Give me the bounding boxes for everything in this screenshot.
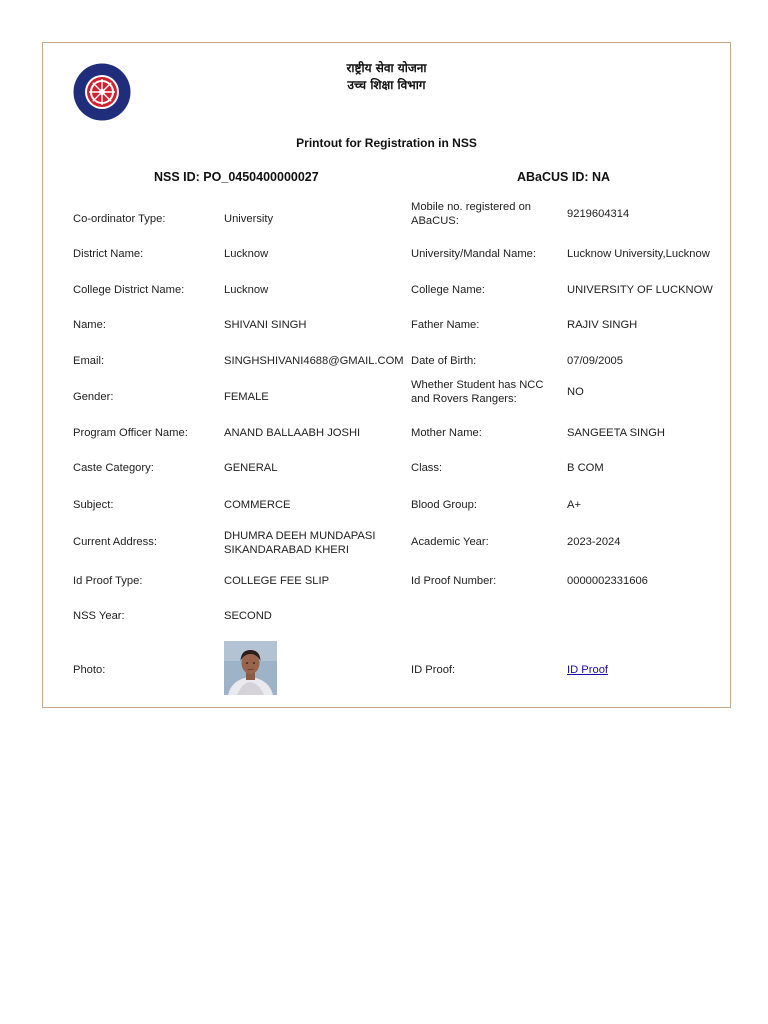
field-label: NSS Year: [73,610,125,622]
field-value: 9219604314 [567,208,630,220]
field-label: Id Proof Number: [411,575,497,587]
field-value: A+ [567,499,581,511]
field-value: SHIVANI SINGH [224,319,307,331]
field-label: Id Proof Type: [73,575,143,587]
field-value: 2023-2024 [567,536,621,548]
field-label: Co-ordinator Type: [73,213,166,225]
field-value: COLLEGE FEE SLIP [224,575,330,587]
field-label: Name: [73,319,106,331]
field-label: Subject: [73,499,114,511]
field-value: 0000002331606 [567,575,648,587]
field-value: DHUMRA DEEH MUNDAPASI SIKANDARABAD KHERI [224,530,376,556]
field-label: University/Mandal Name: [411,248,536,260]
field-label: District Name: [73,248,144,260]
field-label: Mother Name: [411,427,482,439]
field-value: Lucknow [224,284,269,296]
field-label: Mobile no. registered on ABaCUS: [411,201,532,227]
field-label: Father Name: [411,319,480,331]
field-value: RAJIV SINGH [567,319,638,331]
field-label: Program Officer Name: [73,427,188,439]
field-value: SECOND [224,610,272,622]
field-value: Lucknow [224,248,269,260]
field-label: Caste Category: [73,462,154,474]
field-label: Class: [411,462,443,474]
field-value: University [224,213,274,225]
field-label: Date of Birth: [411,355,477,367]
header-hindi-line-2: उच्च शिक्षा विभाग [347,78,426,92]
abacus-id: ABaCUS ID: NA [517,170,611,184]
field-label: College District Name: [73,284,185,296]
field-value: Lucknow University,Lucknow [567,248,710,260]
field-label: Academic Year: [411,536,489,548]
registration-printout [42,42,731,708]
field-value: SINGHSHIVANI4688@GMAIL.COM [224,355,404,367]
field-value: B COM [567,462,604,474]
photo-label: Photo: [73,664,106,676]
field-label: Current Address: [73,536,157,548]
field-label: College Name: [411,284,485,296]
field-value: NO [567,386,584,398]
id-proof-link[interactable]: ID Proof [567,664,609,676]
nss-id: NSS ID: PO_0450400000027 [154,170,319,184]
field-value: SANGEETA SINGH [567,427,666,439]
student-photo [224,641,277,695]
page-title: Printout for Registration in NSS [296,136,477,150]
field-label: Email: [73,355,105,367]
field-label: Blood Group: [411,499,477,511]
field-value: UNIVERSITY OF LUCKNOW [567,284,713,296]
field-label: Gender: [73,391,114,403]
field-value: FEMALE [224,391,269,403]
field-value: ANAND BALLAABH JOSHI [224,427,361,439]
field-value: COMMERCE [224,499,291,511]
header-hindi-line-1: राष्ट्रीय सेवा योजना [346,61,427,75]
field-value: GENERAL [224,462,278,474]
field-label: Whether Student has NCC and Rovers Rangers: [411,379,544,405]
field-value: 07/09/2005 [567,355,623,367]
id-proof-label: ID Proof: [411,664,456,676]
